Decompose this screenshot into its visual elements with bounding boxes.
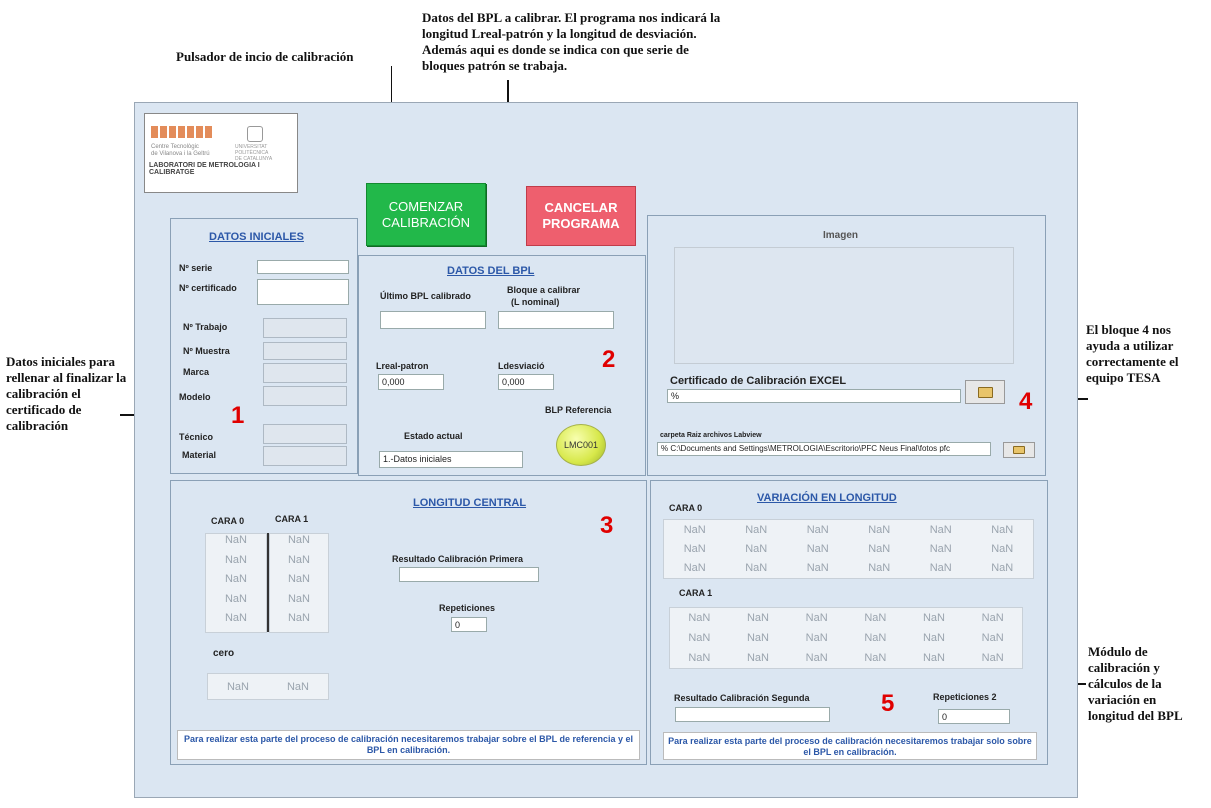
imagen-title: Imagen <box>823 230 859 241</box>
start-calibration-button[interactable]: COMENZAR CALIBRACIÓN <box>366 183 486 246</box>
label-ultimo-bpl: Último BPL calibrado <box>380 291 471 301</box>
carpeta-folder-button[interactable] <box>1003 442 1035 458</box>
label-blp-ref: BLP Referencia <box>545 405 612 415</box>
var-note: Para realizar esta parte del proceso de calibración necesitaremos trabajar solo sobre el BPL en calibración. <box>663 732 1037 760</box>
variacion-title: VARIACIÓN EN LONGITUD <box>757 492 897 504</box>
marker-5: 5 <box>881 690 895 717</box>
label-material: Material <box>182 450 217 460</box>
logo-text-lab: LABORATORI DE METROLOGIA I CALIBRATGE <box>149 162 260 176</box>
folder-icon <box>978 387 993 398</box>
ultimo-bpl-input[interactable] <box>380 311 486 329</box>
marker-1: 1 <box>231 402 245 429</box>
lc-note: Para realizar esta parte del proceso de calibración necesitaremos trabajar sobre el BPL de referencia y el BPL en calibración. <box>177 730 640 760</box>
label-repeticiones2: Repeticiones 2 <box>933 692 997 702</box>
label-lc-cara0: CARA 0 <box>211 516 245 526</box>
material-input[interactable] <box>263 446 347 466</box>
serie-input[interactable] <box>257 260 349 274</box>
trabajo-input[interactable] <box>263 318 347 338</box>
var-cara1-table[interactable]: NaN NaN NaN NaN NaN NaN NaN NaN NaN NaN NaN NaN NaN NaN NaN NaN NaN NaN <box>669 607 1023 669</box>
cancel-program-button[interactable]: CANCELAR PROGRAMA <box>526 186 636 246</box>
marker-2: 2 <box>602 346 616 373</box>
label-var-cara1: CARA 1 <box>679 588 713 598</box>
annotation-datos-bpl: Datos del BPL a calibrar. El programa nos indicará la longitud Lreal-patrón y la longitud de desviación. Además aqui es donde se indica con que serie de bloques patrón se trabaja. <box>422 10 721 73</box>
repeticiones2-input[interactable]: 0 <box>938 709 1010 724</box>
modelo-input[interactable] <box>263 386 347 406</box>
label-lreal: Lreal-patron <box>376 361 429 371</box>
label-cero: cero <box>213 648 235 659</box>
longitud-central-title: LONGITUD CENTRAL <box>413 497 527 509</box>
lreal-field: 0,000 <box>378 374 444 390</box>
label-cert-excel: Certificado de Calibración EXCEL <box>670 375 847 387</box>
var-cara0-table[interactable]: NaN NaN NaN NaN NaN NaN NaN NaN NaN NaN NaN NaN NaN NaN NaN NaN NaN NaN <box>663 519 1034 579</box>
annotation-inicio: Pulsador de incio de calibración <box>176 49 354 64</box>
image-display <box>674 247 1014 364</box>
resultado-segunda-field <box>675 707 830 722</box>
annotation-modulo5: Módulo de calibración y cálculos de la variación en longitud del BPL <box>1088 644 1183 723</box>
university-seal-icon <box>247 126 263 142</box>
cero-table[interactable]: NaN NaN <box>207 673 329 700</box>
datos-bpl-title: DATOS DEL BPL <box>447 265 535 277</box>
label-lc-cara1: CARA 1 <box>275 514 309 524</box>
label-muestra: Nº Muestra <box>183 346 230 356</box>
label-bloque-sub: (L nominal) <box>511 297 560 307</box>
lab-logo <box>144 113 298 193</box>
label-resultado-primera: Resultado Calibración Primera <box>392 554 524 564</box>
cert-excel-path[interactable]: % <box>667 389 961 403</box>
label-ldesv: Ldesviació <box>498 361 545 371</box>
label-bloque: Bloque a calibrar <box>507 285 581 295</box>
label-repeticiones: Repeticiones <box>439 603 496 613</box>
carpeta-path[interactable]: % C:\Documents and Settings\METROLOGIA\Escritorio\PFC Neus Final\fotos pfc <box>657 442 991 456</box>
label-marca: Marca <box>183 367 210 377</box>
datos-iniciales-title: DATOS INICIALES <box>209 231 304 243</box>
logo-bars <box>151 126 212 138</box>
lc-cara0-table[interactable]: NaN NaN NaN NaN NaN <box>205 533 267 633</box>
label-estado: Estado actual <box>404 431 463 441</box>
annotation-bloque4: El bloque 4 nos ayuda a utilizar correctamente el equipo TESA <box>1086 322 1179 385</box>
folder-icon <box>1013 446 1025 454</box>
repeticiones-input[interactable]: 0 <box>451 617 487 632</box>
label-var-cara0: CARA 0 <box>669 503 703 513</box>
estado-field: 1.-Datos iniciales <box>379 451 523 468</box>
ldesv-field: 0,000 <box>498 374 554 390</box>
label-resultado-segunda: Resultado Calibración Segunda <box>674 693 810 703</box>
label-modelo: Modelo <box>179 392 211 402</box>
marker-3: 3 <box>600 512 614 539</box>
lmc-reference-button[interactable]: LMC001 <box>556 424 606 466</box>
muestra-input[interactable] <box>263 342 347 360</box>
logo-text-uni: UNIVERSITAT POLITÈCNICA DE CATALUNYA <box>235 144 273 162</box>
annotation-datos-iniciales: Datos iniciales para rellenar al finalizar la calibración el certificado de calibración <box>6 354 127 433</box>
marker-4: 4 <box>1019 388 1033 415</box>
label-serie: Nº serie <box>179 263 213 273</box>
resultado-primera-field <box>399 567 539 582</box>
label-carpeta: carpeta Raiz archivos Labview <box>660 432 762 439</box>
marca-input[interactable] <box>263 363 347 383</box>
certificado-input[interactable] <box>257 279 349 305</box>
tecnico-input[interactable] <box>263 424 347 444</box>
cert-folder-button[interactable] <box>965 380 1005 404</box>
label-trabajo: Nº Trabajo <box>183 322 228 332</box>
logo-text-centre: Centre Tecnològic de Vilanova i la Geltrú <box>151 144 210 157</box>
label-certificado: Nº certificado <box>179 283 237 293</box>
bloque-input[interactable] <box>498 311 614 329</box>
lc-cara1-table[interactable]: NaN NaN NaN NaN NaN <box>269 533 329 633</box>
label-tecnico: Técnico <box>179 432 214 442</box>
